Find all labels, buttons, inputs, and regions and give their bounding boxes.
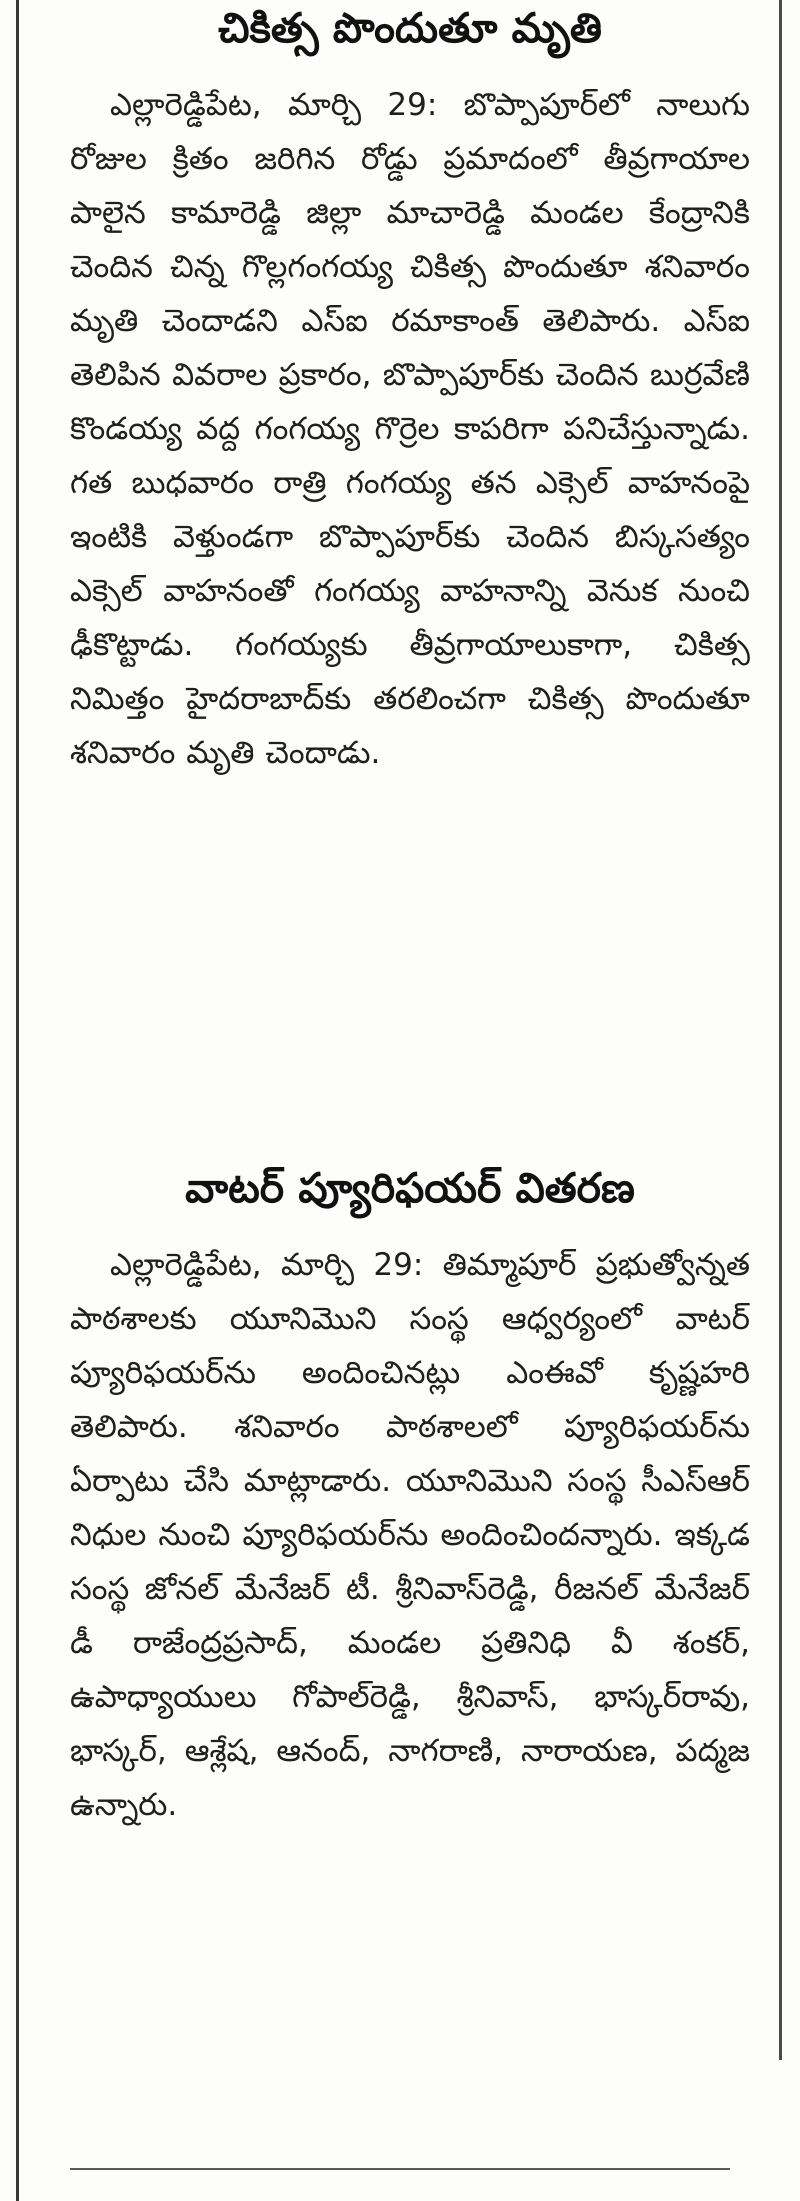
article-headline: వాటర్ ప్యూరిఫయర్ వితరణ — [185, 1164, 635, 1212]
article-headline: చికిత్స పొందుతూ మృతి — [218, 4, 602, 52]
article-body: ఎల్లారెడ్డిపేట, మార్చి 29: బొప్పాపూర్‌లో నాలుగు రోజుల క్రితం జరిగిన రోడ్డు ప్రమాదంలో తీవ్రగాయాల పాలైన కామారెడ్డి జిల్లా మాచారెడ్డి మండల కేంద్రానికి చెందిన చిన్న గొల్లగంగయ్య చికిత్స పొందుతూ శనివారం మృతి చెందాడని ఎస్ఐ రమాకాంత్ తెలిపారు. ఎస్ఐ తెలిపిన వివరాల ప్రకారం, బొప్పాపూర్‌కు చెందిన బుర్రవేణి కొండయ్య వద్ద గంగయ్య గొర్రెల కాపరిగా పనిచేస్తున్నాడు. గత బుధవారం రాత్రి గంగయ్య తన ఎక్సెల్ వాహనంపై ఇంటికి వెళ్తుండగా బొప్పాపూర్‌కు చెందిన బిస్కసత్యం ఎక్సెల్ వాహనంతో గంగయ్య వాహనాన్ని వెనుక నుంచి ఢీకొట్టాడు. గంగయ్యకు తీవ్రగాయాలుకాగా, చికిత్స నిమిత్తం హైదరాబాద్‌కు తరలించగా చికిత్స పొందుతూ శనివారం మృతి చెందాడు. — [70, 87, 750, 771]
news-article-water-purifier — [70, 1160, 750, 1832]
article-body: ఎల్లారెడ్డిపేట, మార్చి 29: తిమ్మాపూర్ ప్రభుత్వోన్నత పాఠశాలకు యూనిమొని సంస్థ ఆధ్వర్యంలో వాటర్ ప్యూరిఫయర్‌ను అందించినట్లు ఎంఈవో కృష్ణహరి తెలిపారు. శనివారం పాఠశాలలో ప్యూరిఫయర్‌ను ఏర్పాటు చేసి మాట్లాడారు. యూనిమొని సంస్థ సీఎస్ఆర్ నిధుల నుంచి ప్యూరిఫయర్‌ను అందించిందన్నారు. ఇక్కడ సంస్థ జోనల్ మేనేజర్ టీ. శ్రీనివాస్‌రెడ్డి, రీజనల్ మేనేజర్ డీ రాజేంద్రప్రసాద్, మండల ప్రతినిధి వీ శంకర్, ఉపాధ్యాయులు గోపాల్‌రెడ్డి, శ్రీనివాస్, భాస్కర్‌రావు, భాస్కర్, ఆశ్లేష, ఆనంద్, నాగరాణి, నారాయణ, పద్మజ ఉన్నారు. — [70, 1247, 750, 1823]
column-rule-bottom — [70, 2168, 730, 2170]
column-rule-right — [779, 0, 782, 2060]
column-rule-left — [16, 0, 19, 2201]
news-article-death — [70, 0, 750, 780]
